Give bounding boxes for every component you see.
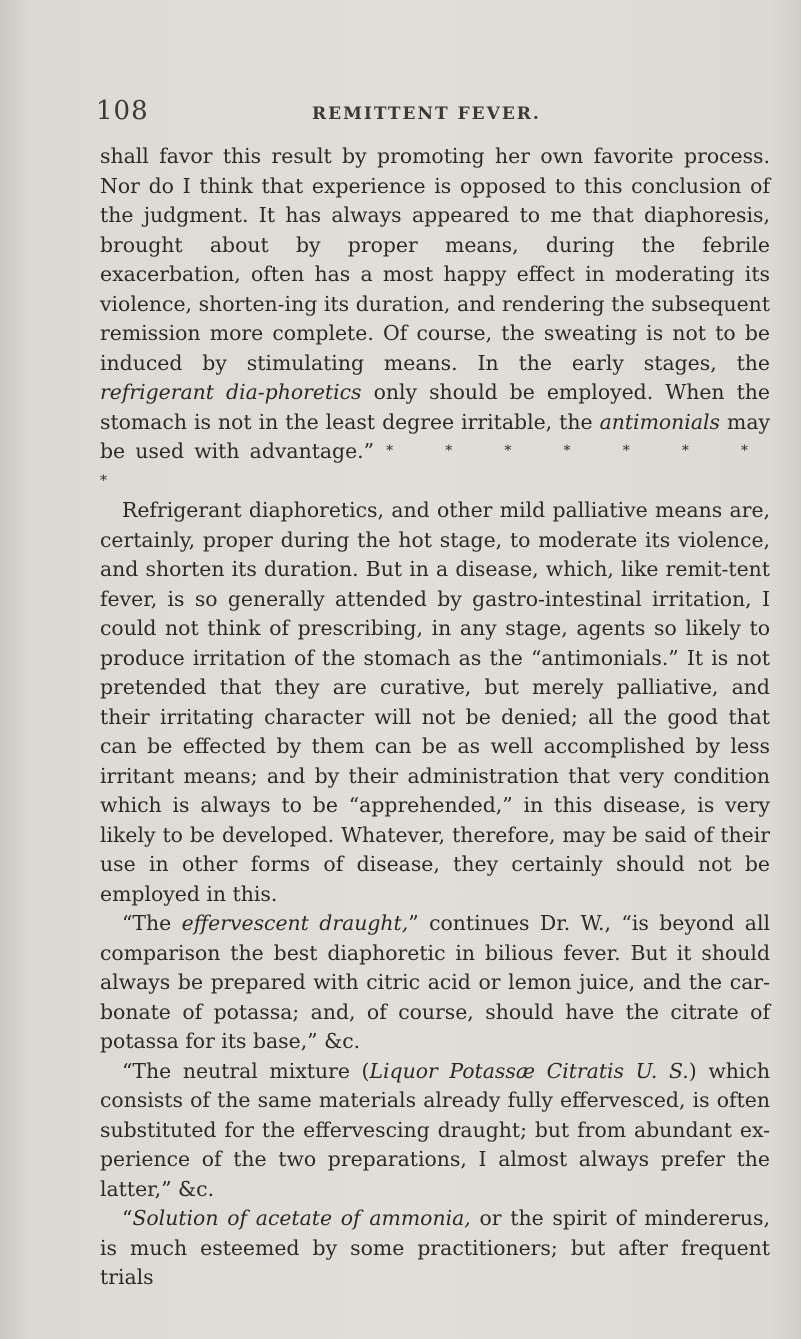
page-header (96, 96, 741, 136)
page-number: 108 (96, 96, 149, 126)
body-text (100, 142, 770, 1293)
paragraph-p4 (100, 1057, 770, 1205)
paragraph-p2 (100, 496, 770, 909)
text-run: ” continues Dr. W., “is beyond all comparison the best diaphoretic in bilious fever. But it should always be prepared with citric acid or lemon juice, and the car-bonate of potassa; and, of course, should have the citrate of potassa for its base,” &c. (100, 911, 770, 1053)
text-run: only should be employed. When the stomach is not in the least degree irritable, the (100, 380, 770, 434)
italic-text: effervescent draught, (181, 911, 409, 935)
paragraph-p5 (100, 1204, 770, 1293)
paragraph-p1 (100, 142, 770, 496)
text-run: shall favor this result by promoting her own favorite process. Nor do I think that experience is opposed to this conclusion of the judgment. It has always appeared to me that diaphoresis, brought about by proper means, during the febrile exacerbation, often has a most happy effect in moderating its violence, shorten-ing its duration, and rendering the subsequent remission more complete. Of course, the sweating is not to be induced by stimulating means. In the early stages, the (100, 144, 770, 375)
italic-text: refrigerant dia-phoretics (100, 380, 362, 404)
italic-text: Liquor Potassæ Citratis U. S. (369, 1058, 689, 1083)
paragraph-p3 (100, 909, 770, 1057)
text-run: “ (122, 1206, 133, 1230)
running-title: REMITTENT FEVER. (312, 104, 541, 124)
asterisk-row: * * * * * * * * (100, 443, 771, 489)
italic-text: Solution of acetate of ammonia, (132, 1206, 471, 1230)
text-run: “The neutral mixture ( (122, 1058, 370, 1083)
italic-text: antimonials (599, 409, 720, 434)
text-run: “The (122, 911, 182, 935)
text-run: or the spirit of mindererus, is much esteemed by some practitioners; but after frequent trials (100, 1206, 771, 1289)
text-run: Refrigerant diaphoretics, and other mild palliative means are, certainly, proper during the hot stage, to moderate its violence, and shorten its duration. But in a disease, which, like remit-tent fever, is so generally attended by gastro-intestinal irritation, I could not think of prescribing, in any stage, agents so likely to produce irritation of the stomach as the “antimonials.” It is not pretended that they are curative, but merely palliative, and their irritating character will not be denied; all the good that can be effected by them can be as well accomplished by less irritant means; and by their administration that very condition which is always to be “apprehended,” in this disease, is very likely to be developed. Whatever, therefore, may be said of their use in other forms of disease, they certainly should not be employed in this. (100, 498, 770, 906)
text-run: may be used with advantage.” (100, 409, 771, 463)
text-run: ) which consists of the same materials already fully effervesced, is often substituted for the effervescing draught; but from abundant ex-perience of the two preparations, I almost always prefer the latter,” &c. (100, 1058, 770, 1201)
